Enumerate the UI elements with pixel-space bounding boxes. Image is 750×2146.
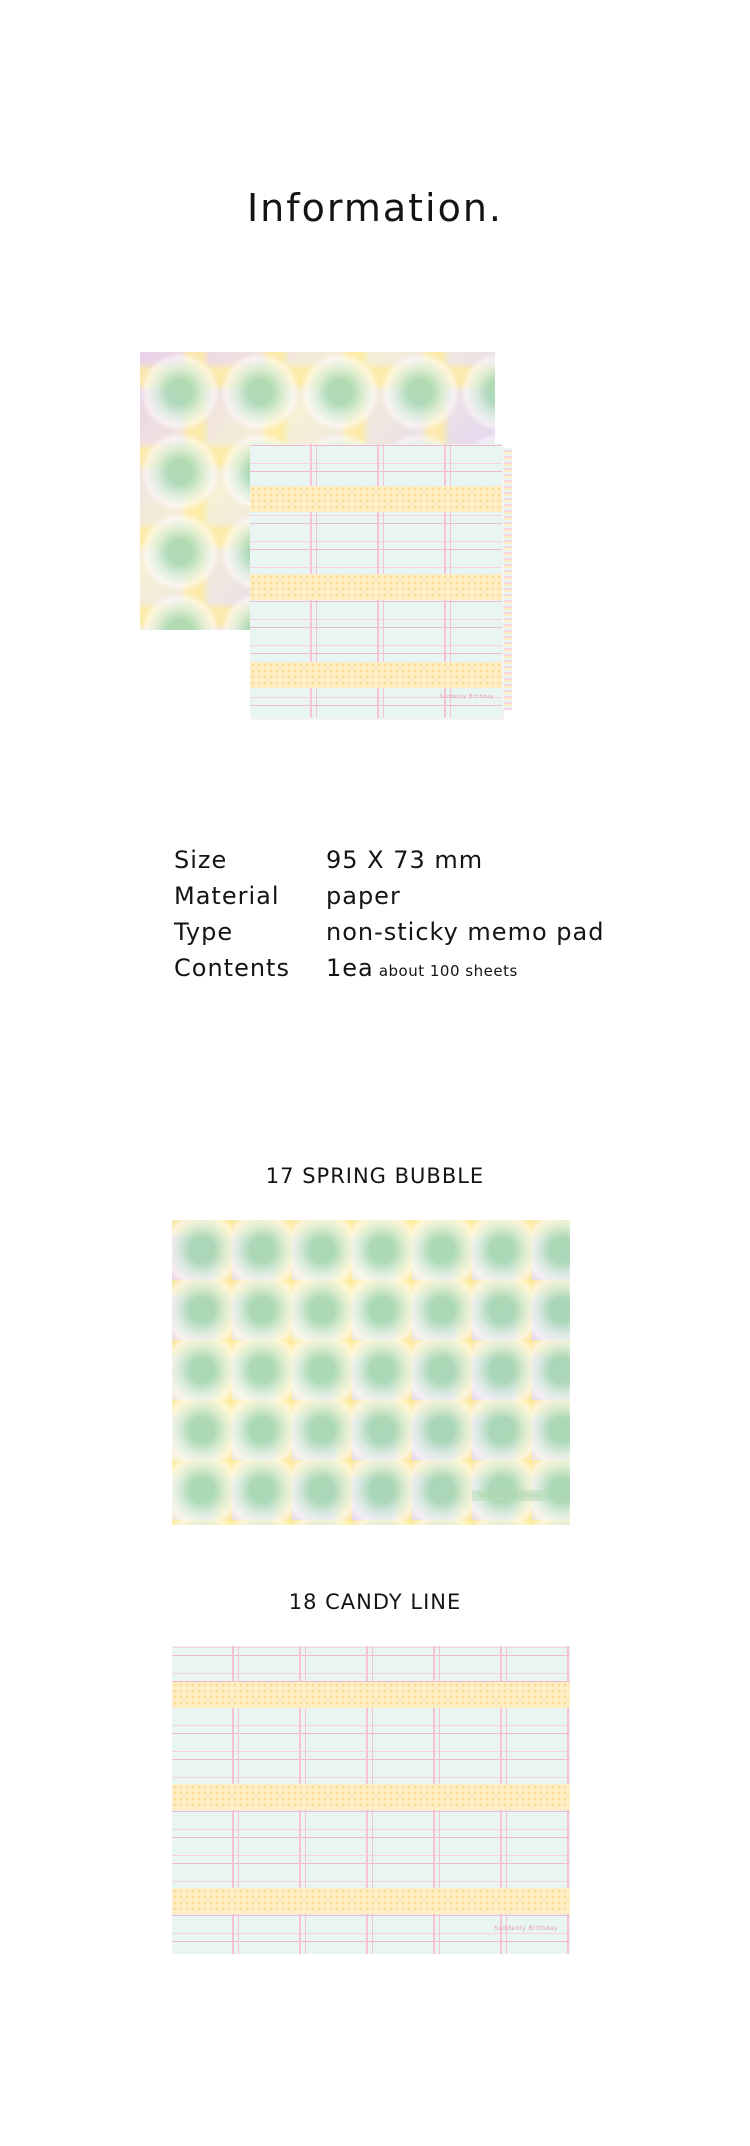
- pattern-swatch-spring-bubble: [172, 1220, 570, 1525]
- pattern-swatch-candy-line: [172, 1646, 570, 1954]
- spec-label: Type: [174, 918, 234, 946]
- page-title: Information.: [246, 186, 504, 230]
- spec-label: Contents: [174, 954, 290, 982]
- spec-value: 1ea: [326, 954, 374, 982]
- spec-label: Size: [174, 846, 228, 874]
- spec-value: paper: [326, 882, 401, 910]
- spec-label: Material: [174, 882, 280, 910]
- spec-row-material: [174, 882, 614, 916]
- spec-row-contents: [174, 954, 614, 988]
- spec-row-size: [174, 846, 614, 880]
- spec-value: non-sticky memo pad: [326, 918, 605, 946]
- spec-row-type: [174, 918, 614, 952]
- memo-pad-candy-line-preview: [250, 444, 502, 718]
- product-hero-image: [140, 352, 610, 732]
- spec-value: 95 X 73 mm: [326, 846, 484, 874]
- design-title-candy-line: 18 CANDY LINE: [288, 1590, 462, 1614]
- brand-tag: Suddenly Birthday: [439, 694, 494, 700]
- design-title-spring-bubble: 17 SPRING BUBBLE: [265, 1164, 485, 1188]
- spec-note: about 100 sheets: [378, 962, 518, 980]
- brand-tag: Suddenly Birthday: [494, 1925, 558, 1932]
- brand-tag: Suddenly Birthday: [472, 1490, 548, 1501]
